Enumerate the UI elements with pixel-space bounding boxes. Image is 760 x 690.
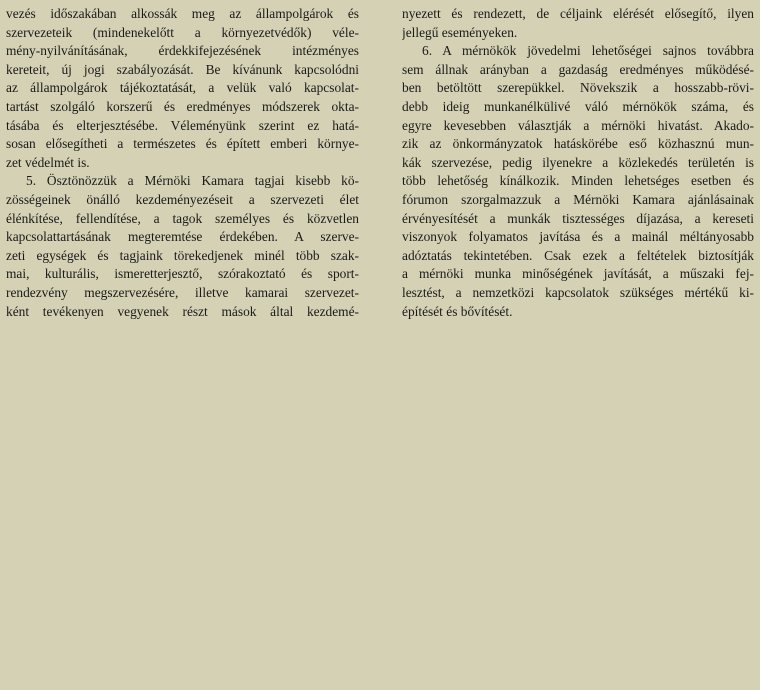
text-line: kák szervezése, pedig ilyenekre a közlekedés területén is bbox=[402, 154, 754, 170]
text-line: debb ideig munkanélkülivé váló mérnökök száma, és bbox=[402, 98, 754, 114]
text-line: szervezeteik (mindenekelőtt a környezetvédők) véle- bbox=[6, 24, 359, 40]
text-line: sosan elősegítheti a természetes és épített emberi környe- bbox=[6, 136, 359, 152]
text-line: viszonyok folyamatos javítása és a mainál méltányosabb bbox=[402, 229, 754, 245]
text-line: kapcsolattartásának megteremtése érdekében. A szerve- bbox=[6, 229, 359, 245]
text-line: zet védelmét is. bbox=[6, 154, 90, 170]
text-line: több lehetőség kínálkozik. Minden lehetséges esetben és bbox=[402, 173, 754, 189]
text-line: kereteit, új jogi szabályozását. Be kívánunk kapcsolódni bbox=[6, 61, 359, 77]
text-line: egyre kevesebben választják a mérnöki hivatást. Akado- bbox=[402, 117, 754, 133]
text-line: mény-nyilvánításának, érdekkifejezésének intézményes bbox=[6, 43, 359, 59]
text-line: jellegű eseményeken. bbox=[402, 24, 518, 40]
text-line: zösségeinek önálló kezdeményezéseit a szervezeti élet bbox=[6, 191, 359, 207]
right-text-column bbox=[402, 5, 754, 321]
text-line: 5. Ösztönözzük a Mérnöki Kamara tagjai kisebb kö- bbox=[26, 173, 359, 189]
left-text-column bbox=[6, 5, 359, 321]
text-line: zik az önkormányzatok hatáskörébe eső közhasznú mun- bbox=[402, 136, 754, 152]
text-line: adóztatás tekintetében. Csak ezek a feltételek biztosítják bbox=[402, 247, 754, 263]
text-line: lesztést, a nemzetközi kapcsolatok szükséges mértékű ki- bbox=[402, 284, 754, 300]
text-line: a mérnöki munka minőségének javítását, a műszaki fej- bbox=[402, 266, 754, 282]
text-line: 6. A mérnökök jövedelmi lehetőségei sajnos továbbra bbox=[422, 43, 754, 59]
text-line: mai, kulturális, ismeretterjesztő, szórakoztató és sport- bbox=[6, 266, 359, 282]
text-line: ben betöltött szerepükkel. Növekszik a hosszabb-rövi- bbox=[402, 80, 754, 96]
text-line: rendezvény megszervezésére, illetve kamarai szervezet- bbox=[6, 284, 359, 300]
text-line: zeti egységek és tagjaink törekedjenek minél több szak- bbox=[6, 247, 359, 263]
text-line: tásába és elterjesztésébe. Véleményünk szerint ez hatá- bbox=[6, 117, 359, 133]
text-line: nyezett és rendezett, de céljaink elérését elősegítő, ilyen bbox=[402, 6, 754, 21]
text-line: érvényesítését a munkák tisztességes díjazása, a kereseti bbox=[402, 210, 754, 226]
text-line: ként tevékenyen vegyenek részt mások által kezdemé- bbox=[6, 303, 359, 319]
text-line: építését és bővítését. bbox=[402, 303, 513, 319]
text-line: fórumon szorgalmazzuk a Mérnöki Kamara ajánlásainak bbox=[402, 191, 754, 207]
text-line: vezés időszakában alkossák meg az állampolgárok és bbox=[6, 6, 359, 21]
text-line: az állampolgárok tájékoztatását, a velük való kapcsolat- bbox=[6, 80, 359, 96]
text-line: élénkítése, fellendítése, a tagok személyes és közvetlen bbox=[6, 210, 359, 226]
text-line: sem állnak arányban a gazdaság eredményes működésé- bbox=[402, 61, 754, 77]
text-line: tartást szolgáló korszerű és eredményes módszerek okta- bbox=[6, 98, 359, 114]
